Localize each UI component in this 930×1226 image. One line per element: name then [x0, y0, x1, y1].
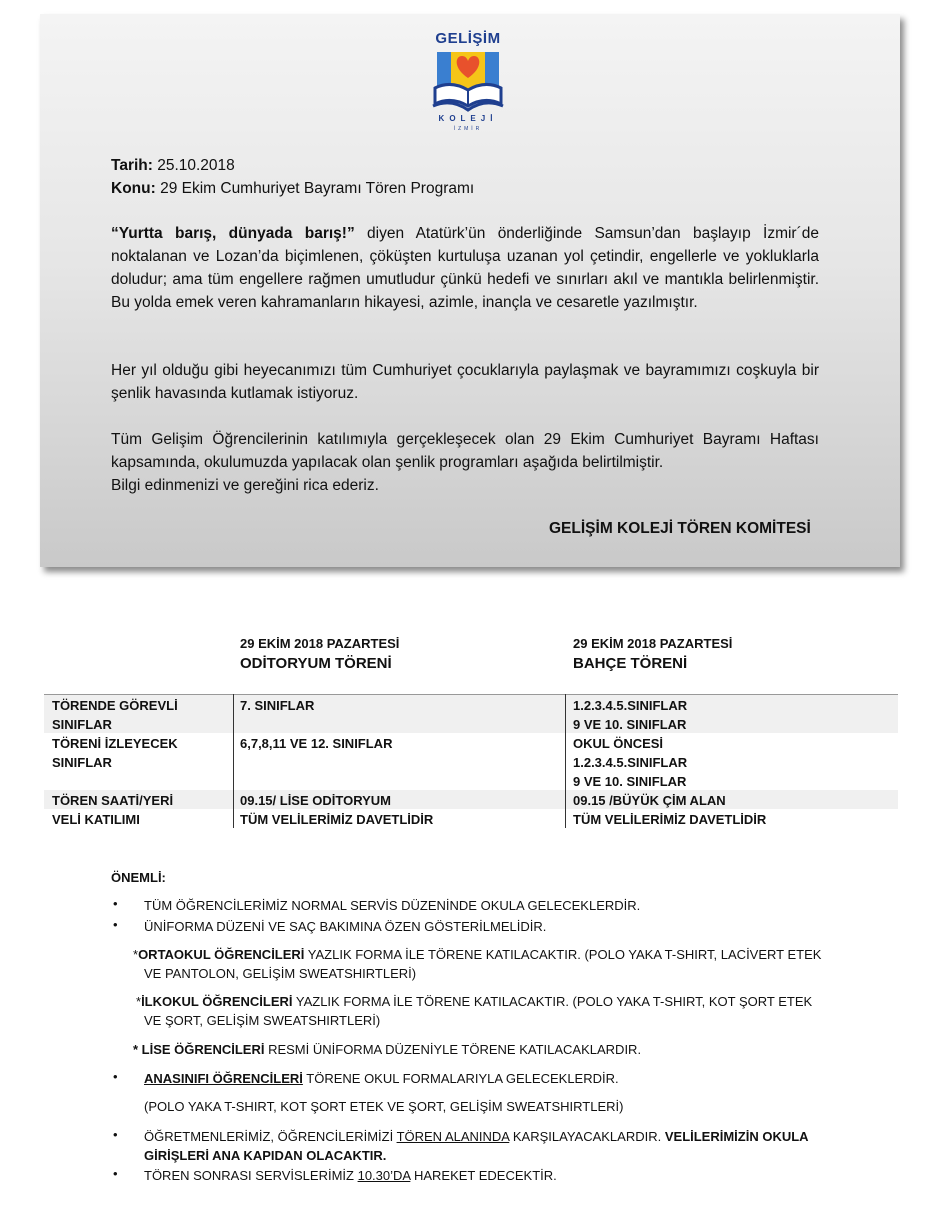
note-kindergarten: ANASINIFI ÖĞRENCİLERİ TÖRENE OKUL FORMALARIYLA GELECEKLERDİR. [144, 1071, 619, 1086]
bullet-icon: • [113, 1069, 118, 1084]
note-1: TÜM ÖĞRENCİLERİMİZ NORMAL SERVİS DÜZENİNDE OKULA GELECEKLERDİR. [144, 898, 641, 913]
garden-header: 29 EKİM 2018 PAZARTESİ BAHÇE TÖRENİ [573, 636, 733, 672]
garden-cell: TÜM VELİLERİMİZ DAVETLİDİR [573, 812, 767, 827]
paragraph-4: Bilgi edinmenizi ve gereğini rica ederiz. [111, 477, 379, 494]
paragraph-2: Her yıl olduğu gibi heyecanımızı tüm Cumhuriyet çocuklarıyla paylaşmak ve bayramımızı coşkuyla bir şenlik havasında kutlamak istiyoruz. [111, 362, 819, 402]
note-primary-school-line2: VE ŞORT, GELİŞİM SWEATSHIRTLERİ) [144, 1013, 381, 1028]
note-high-school: * LİSE ÖĞRENCİLERİ RESMİ ÜNİFORMA DÜZENİYLE TÖRENE KATILACAKLARDIR. [133, 1042, 642, 1057]
garden-cell: OKUL ÖNCESİ 1.2.3.4.5.SINIFLAR 9 VE 10. SINIFLAR [573, 736, 688, 789]
logo-city: İZMİR [453, 126, 483, 132]
date-line: Tarih: 25.10.2018 [111, 157, 235, 174]
row-label: TÖRENDE GÖREVLİ SINIFLAR [52, 698, 178, 732]
bullet-icon: • [113, 896, 118, 911]
garden-cell: 1.2.3.4.5.SINIFLAR 9 VE 10. SINIFLAR [573, 698, 688, 732]
paragraph-3: Tüm Gelişim Öğrencilerinin katılımıyla gerçekleşecek olan 29 Ekim Cumhuriyet Bayramı Haftası kapsamında, okulumuzda yapılacak olan şenlik programları aşağıda belirtilmiştir. [111, 431, 819, 471]
logo-subtitle: KOLEJİ [438, 114, 498, 123]
auditorium-header: 29 EKİM 2018 PAZARTESİ ODİTORYUM TÖRENİ [240, 636, 400, 672]
row-label: TÖREN SAATİ/YERİ [52, 793, 174, 808]
auditorium-cell: 6,7,8,11 VE 12. SINIFLAR [240, 736, 393, 751]
bullet-icon: • [113, 1166, 118, 1181]
school-logo [428, 30, 508, 140]
auditorium-cell: 7. SINIFLAR [240, 698, 315, 713]
garden-cell: 09.15 /BÜYÜK ÇİM ALAN [573, 793, 726, 808]
note-teachers: ÖĞRETMENLERİMİZ, ÖĞRENCİLERİMİZİ TÖREN ALANINDA KARŞILAYACAKLARDIR. VELİLERİMİZİN OKULA [144, 1129, 809, 1144]
note-teachers-line2: GİRİŞLERİ ANA KAPIDAN OLACAKTIR. [144, 1148, 387, 1163]
note-middle-school: *ORTAOKUL ÖĞRENCİLERİ YAZLIK FORMA İLE TÖRENE KATILACAKTIR. (POLO YAKA T-SHIRT, LACİVERT ETEK [133, 947, 822, 962]
signature: GELİŞİM KOLEJİ TÖREN KOMİTESİ [549, 520, 811, 537]
book-heart-icon [431, 48, 505, 114]
row-label: TÖRENİ İZLEYECEK SINIFLAR [52, 736, 178, 770]
note-middle-school-line2: VE PANTOLON, GELİŞİM SWEATSHIRTLERİ) [144, 966, 417, 981]
subject-line: Konu: 29 Ekim Cumhuriyet Bayramı Tören Programı [111, 180, 475, 197]
logo-title: GELİŞİM [435, 30, 501, 47]
note-buses: TÖREN SONRASI SERVİSLERİMİZ 10.30’DA HAREKET EDECEKTİR. [144, 1168, 557, 1183]
row-label: VELİ KATILIMI [52, 812, 140, 827]
auditorium-cell: 09.15/ LİSE ODİTORYUM [240, 793, 391, 808]
note-primary-school: *İLKOKUL ÖĞRENCİLERİ YAZLIK FORMA İLE TÖRENE KATILACAKTIR. (POLO YAKA T-SHIRT, KOT ŞORT ETEK [136, 994, 813, 1009]
bullet-icon: • [113, 917, 118, 932]
note-kindergarten-line2: (POLO YAKA T-SHIRT, KOT ŞORT ETEK VE ŞORT, GELİŞİM SWEATSHIRTLERİ) [144, 1099, 624, 1114]
note-2: ÜNİFORMA DÜZENİ VE SAÇ BAKIMINA ÖZEN GÖSTERİLMELİDİR. [144, 919, 547, 934]
bullet-icon: • [113, 1127, 118, 1142]
paragraph-1: “Yurtta barış, dünyada barış!” diyen Atatürk’ün önderliğinde Samsun’dan başlayıp İzmir´de noktalanan ve Lozan’da biçimlenen, çöküşten kurtuluşa uzanan yol çetindir, engellerle ve yokluklarla doludur; ama tüm engellere rağmen umutludur çünkü hedefi ve sınırları akıl ve mantıkla belirlenmiştir. Bu yolda emek veren kahramanların hikayesi, azimle, inançla ve cesaretle yazılmıştır. [111, 225, 819, 311]
notes-heading: ÖNEMLİ: [111, 870, 166, 885]
auditorium-cell: TÜM VELİLERİMİZ DAVETLİDİR [240, 812, 434, 827]
